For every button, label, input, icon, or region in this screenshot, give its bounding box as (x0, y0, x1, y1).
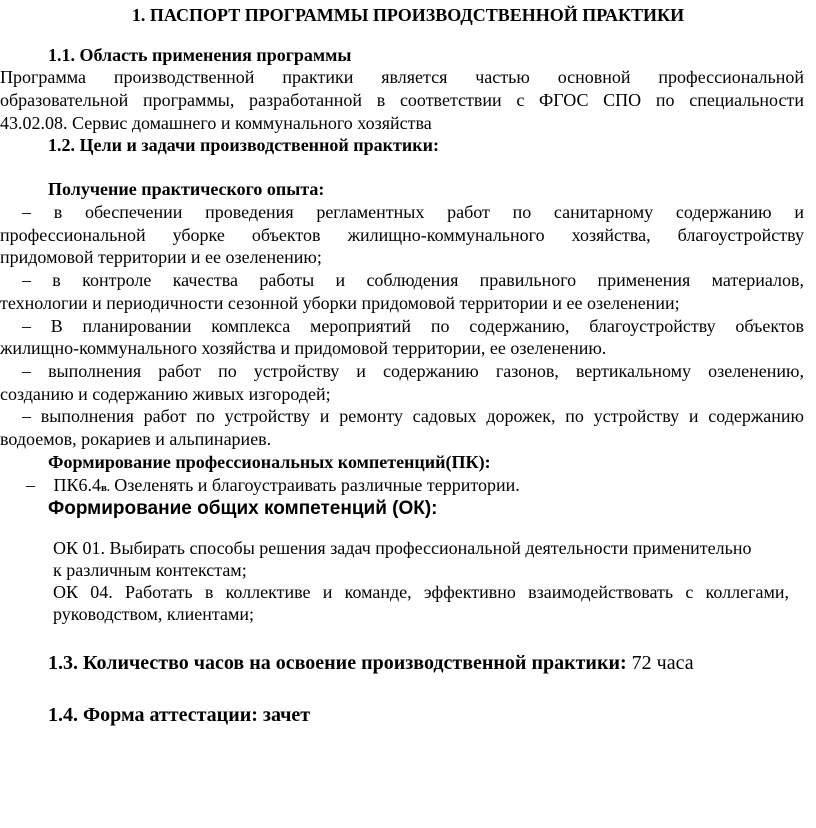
document-title: 1. ПАСПОРТ ПРОГРАММЫ ПРОИЗВОДСТВЕННОЙ ПРАКТИКИ (131, 5, 685, 25)
ok-line: ОК 01. Выбирать способы решения задач профессиональной деятельности применительно (53, 538, 752, 558)
section-1-4-heading: 1.4. Форма аттестации: зачет (48, 704, 311, 726)
list-item-line: – в обеспечении проведения регламентных работ по санитарному содержанию и (22, 202, 804, 222)
paragraph-line: образовательной программы, разработанной в соответствии с ФГОС СПО по специальности (0, 90, 804, 110)
paragraph-line: Программа производственной практики является частью основной профессиональной (0, 67, 804, 87)
pk-item (26, 474, 726, 499)
pk-text: Озеленять и благоустраивать различные территории. (109, 475, 520, 495)
list-item-line: – В планировании комплекса мероприятий по содержанию, благоустройству объектов (22, 316, 804, 336)
ok-line: к различным контекстам; (53, 560, 247, 580)
section-1-1-heading: 1.1. Область применения программы (48, 45, 352, 65)
list-item-line: – в контроле качества работы и соблюдения правильного применения материалов, (22, 270, 804, 290)
experience-heading: Получение практического опыта: (48, 179, 325, 199)
pk-code-suffix: в. (101, 482, 110, 494)
list-item-line: придомовой территории и ее озеленению; (0, 247, 322, 267)
pk-heading: Формирование профессиональных компетенций(ПК): (48, 452, 491, 472)
list-item-line: – выполнения работ по устройству и содержанию газонов, вертикальному озеленению, (22, 361, 804, 381)
ok-line: руководством, клиентами; (53, 604, 254, 624)
list-item-line: жилищно-коммунального хозяйства и придомовой территории, ее озеленению. (0, 338, 607, 358)
ok-heading: Формирование общих компетенций (ОК): (48, 498, 438, 519)
pk-code: ПК6.4 (53, 475, 102, 495)
section-1-3-value: 72 часа (626, 652, 694, 674)
list-item-line: созданию и содержанию живых изгородей; (0, 384, 331, 404)
section-1-3-heading: 1.3. Количество часов на освоение производственной практики: (48, 652, 627, 674)
list-item-line: технологии и периодичности сезонной уборки придомовой территории и ее озеленении; (0, 293, 680, 313)
section-1-2-heading: 1.2. Цели и задачи производственной практики: (48, 135, 439, 155)
section-1-3 (48, 650, 808, 676)
list-item-line: водоемов, рокариев и альпинариев. (0, 429, 272, 449)
list-item-line: – выполнения работ по устройству и ремонту садовых дорожек, по устройству и содержанию (22, 406, 804, 426)
list-item-line: профессиональной уборке объектов жилищно-коммунального хозяйства, благоустройству (0, 225, 804, 245)
paragraph-line: 43.02.08. Сервис домашнего и коммунального хозяйства (0, 113, 432, 133)
ok-line: ОК 04. Работать в коллективе и команде, эффективно взаимодействовать с коллегами, (53, 582, 789, 602)
pk-dash: – (26, 475, 35, 495)
